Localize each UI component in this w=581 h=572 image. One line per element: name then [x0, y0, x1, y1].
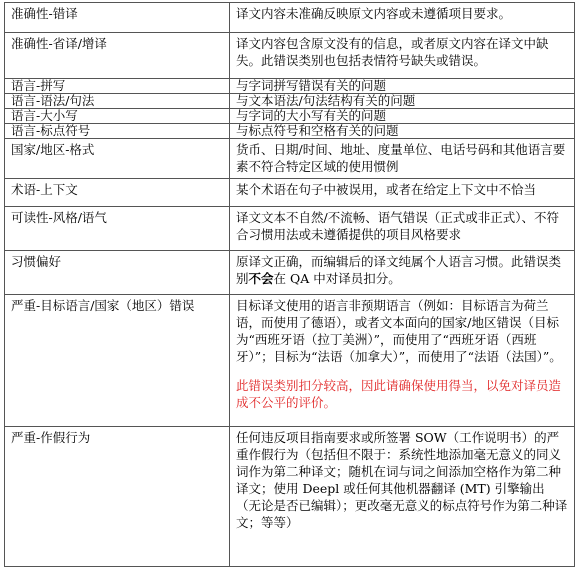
category-cell: 语言-标点符号 [5, 124, 230, 139]
category-cell: 严重-目标语言/国家（地区）错误 [5, 295, 230, 427]
table-row [5, 124, 575, 139]
description-cell [230, 295, 575, 427]
category-cell: 习惯偏好 [5, 251, 230, 295]
error-category-document [4, 2, 575, 567]
category-cell: 语言-大小写 [5, 109, 230, 124]
description-cell [230, 251, 575, 295]
description-cell: 某个术语在句子中被误用，或者在给定上下文中不恰当 [230, 179, 575, 207]
emphasis-text: 不会 [248, 271, 274, 286]
category-cell: 术语-上下文 [5, 179, 230, 207]
category-cell: 严重-作假行为 [5, 427, 230, 567]
description-text: 在 QA 中对译员扣分。 [273, 271, 401, 286]
table-row [5, 79, 575, 94]
description-cell: 译文内容未准确反映原文内容或未遵循项目要求。 [230, 3, 575, 33]
category-cell: 国家/地区-格式 [5, 139, 230, 179]
table-row [5, 94, 575, 109]
category-cell: 语言-拼写 [5, 79, 230, 94]
category-cell: 可读性-风格/语气 [5, 207, 230, 251]
table-row [5, 207, 575, 251]
description-cell: 与文本语法/句法结构有关的问题 [230, 94, 575, 109]
table-row [5, 427, 575, 567]
table-row [5, 295, 575, 427]
category-cell: 语言-语法/句法 [5, 94, 230, 109]
description-text: 目标译文使用的语言非预期语言（例如：目标语言为荷兰语，而使用了德语），或者文本面向的国家/地区错误（目标为“西班牙语（拉丁美洲）”，而使用了“西班牙语（西班牙）”；目标为“法语（加拿大）”，而使用了“法语（法国）”。 [236, 298, 562, 364]
table-row [5, 109, 575, 124]
warning-note: 此错误类别扣分较高，因此请确保使用得当，以免对译员造成不公平的评价。 [236, 378, 562, 410]
table-row [5, 33, 575, 79]
error-category-table [4, 2, 575, 567]
table-row [5, 139, 575, 179]
description-cell: 与标点符号和空格有关的问题 [230, 124, 575, 139]
description-cell: 任何违反项目指南要求或所签署 SOW（工作说明书）的严重作假行为（包括但不限于：系统性地添加毫无意义的同义词作为第二种译文；随机在词与词之间添加空格作为第二种译文；使用 Deepl 或任何其他机器翻译 (MT) 引擎输出（无论是否已编辑）；更改毫无意义的标点符号作为第二种译文；等等） [230, 427, 575, 567]
description-cell: 译文内容包含原文没有的信息，或者原文内容在译文中缺失。此错误类别也包括表情符号缺失或错误。 [230, 33, 575, 79]
description-cell: 与字词的大小写有关的问题 [230, 109, 575, 124]
table-row [5, 251, 575, 295]
table-row [5, 3, 575, 33]
category-cell: 准确性-省译/增译 [5, 33, 230, 79]
description-cell: 货币、日期/时间、地址、度量单位、电话号码和其他语言要素不符合特定区域的使用惯例 [230, 139, 575, 179]
description-cell: 译文文本不自然/不流畅、语气错误（正式或非正式）、不符合习惯用法或未遵循提供的项目风格要求 [230, 207, 575, 251]
description-cell: 与字词拼写错误有关的问题 [230, 79, 575, 94]
table-row [5, 179, 575, 207]
description-text: 原译文正确，而编辑后的译文纯属个人语言习惯。此错误类别 [236, 254, 562, 286]
category-cell: 准确性-错译 [5, 3, 230, 33]
